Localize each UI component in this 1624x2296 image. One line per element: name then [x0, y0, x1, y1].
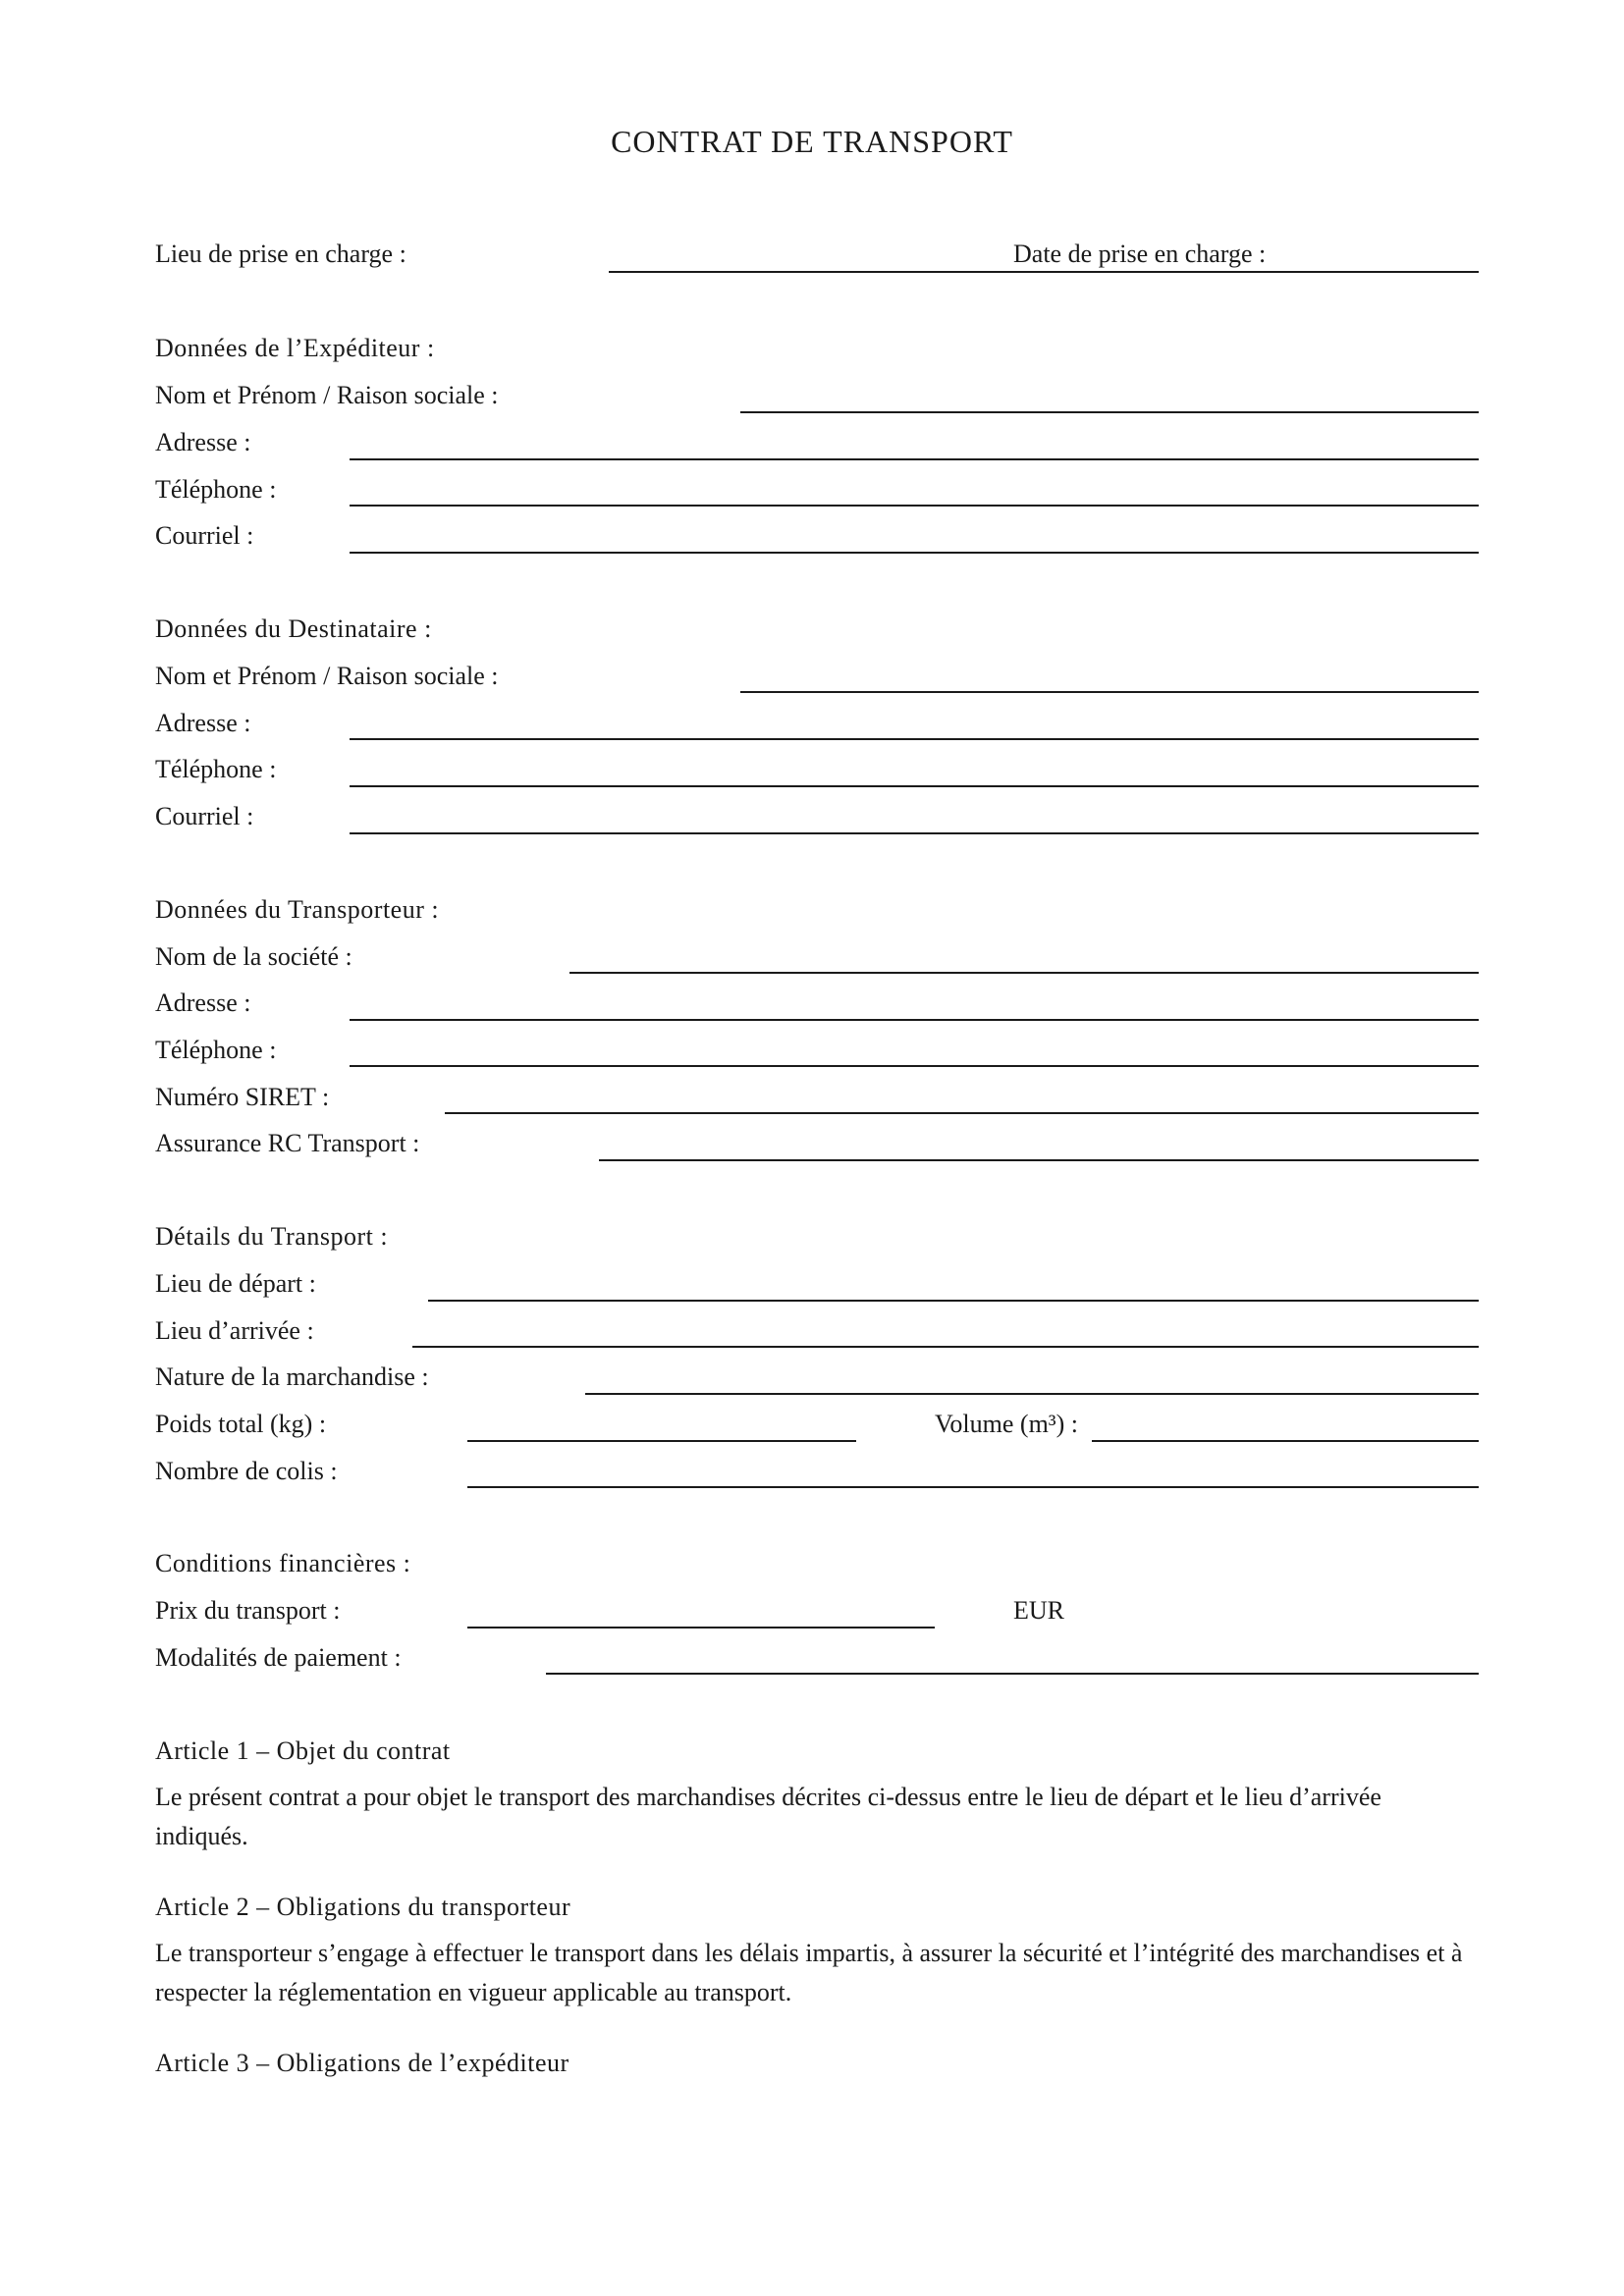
- sender-name-label: Nom et Prénom / Raison sociale :: [155, 381, 499, 409]
- transport-parcels-field[interactable]: [467, 1486, 1479, 1488]
- carrier-siret-label: Numéro SIRET :: [155, 1083, 330, 1111]
- sender-phone-label: Téléphone :: [155, 475, 277, 504]
- financial-price-field[interactable]: [467, 1627, 935, 1629]
- recipient-address-label: Adresse :: [155, 709, 251, 737]
- sender-email-field[interactable]: [350, 552, 1479, 554]
- sender-address-label: Adresse :: [155, 428, 251, 456]
- page-title: CONTRAT DE TRANSPORT: [611, 124, 1013, 159]
- transport-arrival-label: Lieu d’arrivée :: [155, 1316, 314, 1345]
- pickup-date-label: Date de prise en charge :: [1013, 240, 1267, 268]
- transport-weight-label: Poids total (kg) :: [155, 1410, 327, 1438]
- sender-email-label: Courriel :: [155, 521, 254, 550]
- carrier-phone-field[interactable]: [350, 1065, 1479, 1067]
- carrier-company-field[interactable]: [569, 972, 1479, 974]
- transport-arrival-field[interactable]: [412, 1346, 1479, 1348]
- recipient-name-label: Nom et Prénom / Raison sociale :: [155, 662, 499, 690]
- carrier-company-label: Nom de la société :: [155, 942, 352, 971]
- sender-address-field[interactable]: [350, 458, 1479, 460]
- financial-heading: Conditions financières :: [155, 1549, 411, 1577]
- transport-departure-field[interactable]: [428, 1300, 1479, 1302]
- carrier-insurance-label: Assurance RC Transport :: [155, 1129, 420, 1157]
- financial-currency: EUR: [1013, 1596, 1064, 1625]
- carrier-heading: Données du Transporteur :: [155, 895, 440, 924]
- financial-payment-field[interactable]: [546, 1673, 1479, 1675]
- carrier-phone-label: Téléphone :: [155, 1036, 277, 1064]
- transport-heading: Détails du Transport :: [155, 1222, 389, 1251]
- article-2-body: Le transporteur s’engage à effectuer le transport dans les délais impartis, à assurer la sécurité et l’intégrité des marchandises et à respecter la réglementation en vigueur applicable au transport.: [155, 1939, 1463, 2006]
- article-2-title: Article 2 – Obligations du transporteur: [155, 1893, 571, 1921]
- article-1-title: Article 1 – Objet du contrat: [155, 1736, 451, 1765]
- transport-volume-field[interactable]: [1092, 1440, 1479, 1442]
- pickup-location-label: Lieu de prise en charge :: [155, 240, 406, 268]
- recipient-address-field[interactable]: [350, 738, 1479, 740]
- carrier-address-field[interactable]: [350, 1019, 1479, 1021]
- transport-volume-label: Volume (m³) :: [935, 1410, 1078, 1438]
- recipient-heading: Données du Destinataire :: [155, 614, 432, 643]
- carrier-insurance-field[interactable]: [599, 1159, 1479, 1161]
- transport-weight-field[interactable]: [467, 1440, 856, 1442]
- recipient-email-field[interactable]: [350, 832, 1479, 834]
- sender-heading: Données de l’Expéditeur :: [155, 334, 435, 362]
- recipient-phone-field[interactable]: [350, 785, 1479, 787]
- transport-goods-field[interactable]: [585, 1393, 1479, 1395]
- recipient-name-field[interactable]: [740, 691, 1479, 693]
- transport-departure-label: Lieu de départ :: [155, 1269, 316, 1298]
- recipient-email-label: Courriel :: [155, 802, 254, 830]
- financial-payment-label: Modalités de paiement :: [155, 1643, 402, 1672]
- article-1-body: Le présent contrat a pour objet le transport des marchandises décrites ci-dessus entre le lieu de départ et le lieu d’arrivée indiqués.: [155, 1783, 1381, 1850]
- financial-price-label: Prix du transport :: [155, 1596, 341, 1625]
- sender-phone-field[interactable]: [350, 505, 1479, 507]
- carrier-address-label: Adresse :: [155, 988, 251, 1017]
- pickup-location-field[interactable]: [609, 271, 1479, 273]
- article-3-title: Article 3 – Obligations de l’expéditeur: [155, 2049, 569, 2077]
- carrier-siret-field[interactable]: [445, 1112, 1479, 1114]
- transport-parcels-label: Nombre de colis :: [155, 1457, 338, 1485]
- recipient-phone-label: Téléphone :: [155, 755, 277, 783]
- sender-name-field[interactable]: [740, 411, 1479, 413]
- transport-goods-label: Nature de la marchandise :: [155, 1362, 429, 1391]
